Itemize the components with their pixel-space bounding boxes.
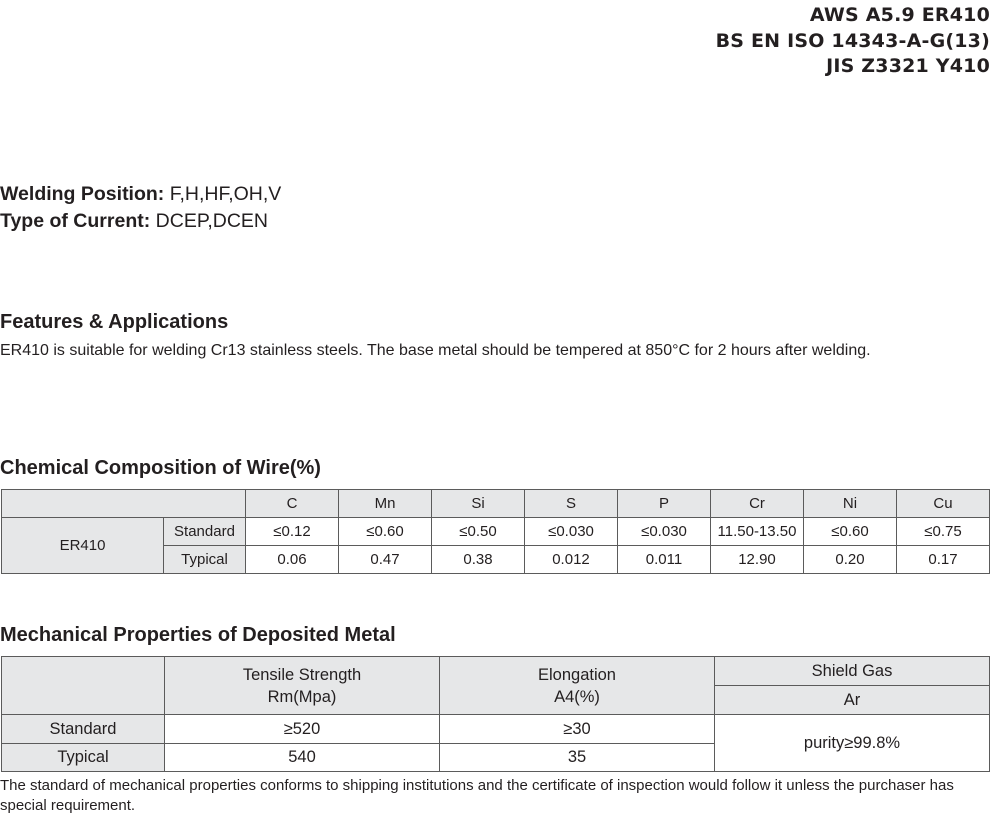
chem-row-standard [2,518,990,546]
chem-cell: 0.06 [246,546,339,574]
chem-header-blank [2,490,246,518]
chem-cell: ≤0.12 [246,518,339,546]
chem-cell: 0.012 [525,546,618,574]
chem-cell: 0.011 [618,546,711,574]
standard-jis: JIS Z3321 Y410 [826,55,990,77]
tensile-header [165,657,440,715]
mech-row-label: Typical [2,744,165,772]
chem-grade-cell: ER410 [2,518,164,574]
standards-block [716,3,990,80]
chemical-composition-table [1,489,990,574]
chem-header-row [2,490,990,518]
shield-gas-header: Shield Gas [715,657,990,686]
chem-cell: 11.50-13.50 [711,518,804,546]
chem-cell: ≤0.030 [618,518,711,546]
shield-gas-purity: purity≥99.8% [715,715,990,772]
chem-cell: 0.20 [804,546,897,574]
welding-position-label: Welding Position: [0,183,165,205]
elongation-header-line1: Elongation [538,665,616,684]
chem-col-header: Cr [711,490,804,518]
type-of-current-line [0,208,281,235]
chem-cell: 12.90 [711,546,804,574]
footnote: The standard of mechanical properties conforms to shipping institutions and the certificate of inspection would follow it unless the purchaser has special requirement. [0,777,954,814]
chem-cell: ≤0.60 [339,518,432,546]
chem-cell: 0.47 [339,546,432,574]
mechanical-properties-table [1,656,990,772]
mech-header-blank [2,657,165,715]
chem-col-header: S [525,490,618,518]
chem-cell: 0.38 [432,546,525,574]
elongation-header-line2: A4(%) [554,687,600,706]
type-of-current-label: Type of Current: [0,210,151,232]
mech-row-label: Standard [2,715,165,744]
chem-col-header: Mn [339,490,432,518]
chem-row-label: Typical [164,546,246,574]
mech-cell-tensile: 540 [165,744,440,772]
welding-properties [0,181,281,235]
mechanical-title: Mechanical Properties of Deposited Metal [0,624,396,646]
tensile-header-line1: Tensile Strength [242,665,362,684]
chem-cell: ≤0.50 [432,518,525,546]
chem-cell: ≤0.75 [897,518,990,546]
chem-col-header: Si [432,490,525,518]
features-text: ER410 is suitable for welding Cr13 stainless steels. The base metal should be tempered at 850°C for 2 hours after welding. [0,342,871,359]
mech-cell-tensile: ≥520 [165,715,440,744]
shield-gas-value: Ar [715,686,990,715]
elongation-header [440,657,715,715]
mech-cell-elongation: 35 [440,744,715,772]
mech-row-standard [2,715,990,744]
chem-cell: ≤0.030 [525,518,618,546]
mech-header-row [2,657,990,686]
chem-col-header: Ni [804,490,897,518]
welding-position-line [0,181,281,208]
type-of-current-value: DCEP,DCEN [155,210,268,232]
chemical-title: Chemical Composition of Wire(%) [0,457,321,479]
standard-bs-en-iso: BS EN ISO 14343-A-G(13) [715,29,990,52]
chem-col-header: C [246,490,339,518]
standard-aws: AWS A5.9 ER410 [809,4,990,26]
chem-cell: 0.17 [897,546,990,574]
features-title: Features & Applications [0,311,229,333]
chem-col-header: Cu [897,490,990,518]
chem-cell: ≤0.60 [804,518,897,546]
welding-position-value: F,H,HF,OH,V [169,183,282,205]
chem-row-label: Standard [164,518,246,546]
mech-cell-elongation: ≥30 [440,715,715,744]
tensile-header-line2: Rm(Mpa) [267,687,337,706]
chem-col-header: P [618,490,711,518]
